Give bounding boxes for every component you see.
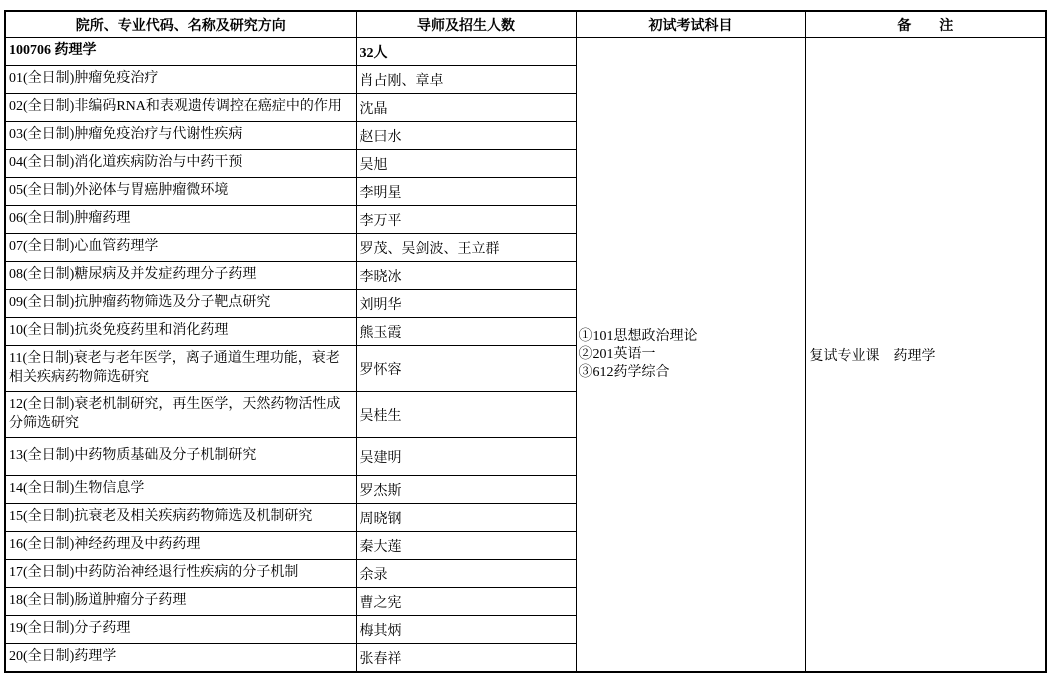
research-direction: 13(全日制)中药物质基础及分子机制研究 — [5, 438, 356, 476]
advisor-name: 梅其炳 — [356, 616, 576, 644]
col-header-exam-subjects: 初试考试科目 — [576, 11, 805, 38]
advisor-name: 赵曰水 — [356, 122, 576, 150]
advisor-name: 刘明华 — [356, 290, 576, 318]
research-direction: 11(全日制)衰老与老年医学，离子通道生理功能，衰老相关疾病药物筛选研究 — [5, 346, 356, 392]
advisor-name: 罗茂、吴剑波、王立群 — [356, 234, 576, 262]
advisor-name: 周晓钢 — [356, 504, 576, 532]
research-direction: 12(全日制)衰老机制研究，再生医学，天然药物活性成分筛选研究 — [5, 392, 356, 438]
advisor-name: 李明星 — [356, 178, 576, 206]
col-header-direction: 院所、专业代码、名称及研究方向 — [5, 11, 356, 38]
research-direction: 20(全日制)药理学 — [5, 644, 356, 673]
advisor-name: 曹之宪 — [356, 588, 576, 616]
research-direction: 06(全日制)肿瘤药理 — [5, 206, 356, 234]
header-row — [5, 11, 1046, 38]
research-direction: 10(全日制)抗炎免疫药里和消化药理 — [5, 318, 356, 346]
research-direction: 16(全日制)神经药理及中药药理 — [5, 532, 356, 560]
col-header-remarks: 备 注 — [805, 11, 1046, 38]
exam-subjects-cell — [576, 38, 805, 673]
admissions-table — [4, 10, 1047, 673]
advisor-name: 李晓冰 — [356, 262, 576, 290]
advisor-name: 罗杰斯 — [356, 476, 576, 504]
advisor-name: 吴旭 — [356, 150, 576, 178]
research-direction: 15(全日制)抗衰老及相关疾病药物筛选及机制研究 — [5, 504, 356, 532]
advisor-name: 李万平 — [356, 206, 576, 234]
research-direction: 07(全日制)心血管药理学 — [5, 234, 356, 262]
advisor-name: 张春祥 — [356, 644, 576, 673]
research-direction: 14(全日制)生物信息学 — [5, 476, 356, 504]
advisor-name: 余录 — [356, 560, 576, 588]
research-direction: 03(全日制)肿瘤免疫治疗与代谢性疾病 — [5, 122, 356, 150]
advisor-name: 吴桂生 — [356, 392, 576, 438]
col-header-advisors: 导师及招生人数 — [356, 11, 576, 38]
advisor-name: 吴建明 — [356, 438, 576, 476]
research-direction: 01(全日制)肿瘤免疫治疗 — [5, 66, 356, 94]
exam-subject-line-1: ①101思想政治理论 — [578, 328, 698, 344]
research-direction: 17(全日制)中药防治神经退行性疾病的分子机制 — [5, 560, 356, 588]
advisor-name: 秦大莲 — [356, 532, 576, 560]
advisor-name: 沈晶 — [356, 94, 576, 122]
advisor-name: 熊玉霞 — [356, 318, 576, 346]
research-direction: 08(全日制)糖尿病及并发症药理分子药理 — [5, 262, 356, 290]
research-direction: 04(全日制)消化道疾病防治与中药干预 — [5, 150, 356, 178]
program-enrollment: 32人 — [356, 38, 576, 66]
program-row — [5, 38, 1046, 66]
remark-cell: 复试专业课 药理学 — [805, 38, 1046, 673]
research-direction: 19(全日制)分子药理 — [5, 616, 356, 644]
exam-subject-line-2: ②201英语一 — [578, 346, 656, 362]
advisor-name: 罗怀容 — [356, 346, 576, 392]
research-direction: 05(全日制)外泌体与胃癌肿瘤微环境 — [5, 178, 356, 206]
program-code-name: 100706 药理学 — [5, 38, 356, 66]
research-direction: 02(全日制)非编码RNA和表观遗传调控在癌症中的作用 — [5, 94, 356, 122]
research-direction: 09(全日制)抗肿瘤药物筛选及分子靶点研究 — [5, 290, 356, 318]
advisor-name: 肖占刚、章卓 — [356, 66, 576, 94]
research-direction: 18(全日制)肠道肿瘤分子药理 — [5, 588, 356, 616]
exam-subject-line-3: ③612药学综合 — [578, 364, 670, 380]
